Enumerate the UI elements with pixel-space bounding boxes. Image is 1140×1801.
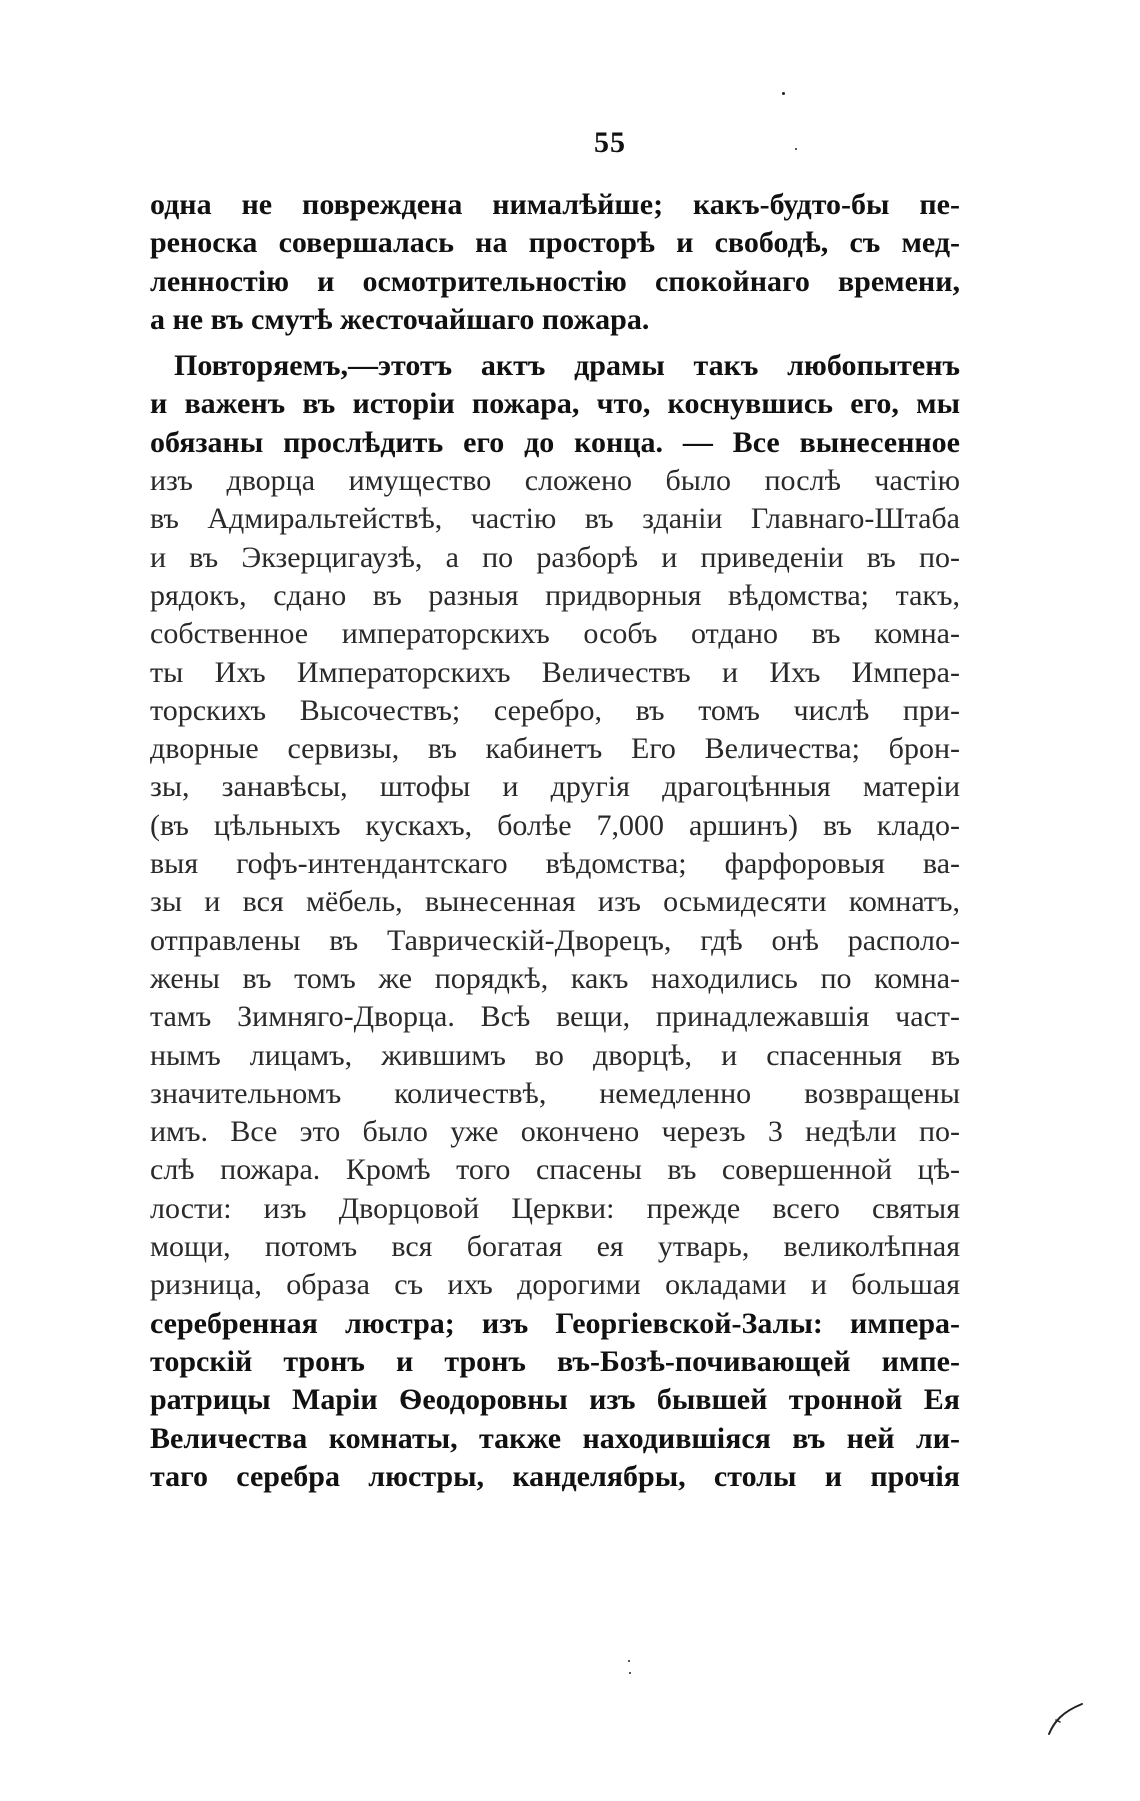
text-line: ленностію и осмотрительностію спокойнаго времени, — [150, 264, 960, 298]
text-line: дворные сервизы, въ кабинетъ Его Величества; брон- — [150, 732, 960, 766]
text-line: торскій тронъ и тронъ въ-Бозѣ-почивающей импе- — [150, 1344, 960, 1378]
scan-speck — [795, 148, 797, 150]
text-line: тамъ Зимняго-Дворца. Всѣ вещи, принадлежавшія част- — [150, 1000, 960, 1034]
text-line: слѣ пожара. Кромѣ того спасены въ совершенной цѣ- — [150, 1153, 960, 1187]
text-line: серебренная люстра; изъ Георгіевской-Залы: импера- — [150, 1306, 960, 1340]
text-line: и важенъ въ исторіи пожара, что, коснувшись его, мы — [150, 387, 960, 421]
text-line: имъ. Все это было уже окончено черезъ 3 недѣли по- — [150, 1115, 960, 1149]
text-line: Повторяемъ,—этотъ актъ драмы такъ любопытенъ — [174, 349, 960, 383]
text-line: таго серебра люстры, канделябры, столы и прочія — [150, 1459, 960, 1493]
text-line: изъ дворца имущество сложено было послѣ частію — [150, 464, 960, 498]
pen-mark — [1046, 1700, 1086, 1736]
scan-speck — [628, 1660, 630, 1662]
text-line: въ Адмиральтействѣ, частію въ зданіи Главнаго-Штаба — [150, 502, 960, 536]
scan-speck — [782, 92, 785, 95]
body-text — [150, 186, 960, 1496]
text-line: Величества комнаты, также находившіяся въ ней ли- — [150, 1421, 960, 1455]
text-line: реноска совершалась на просторѣ и свободѣ, съ мед- — [150, 226, 960, 260]
page-number: 55 — [594, 126, 626, 159]
text-line: ризница, образа съ ихъ дорогими окладами и большая — [150, 1268, 960, 1302]
text-line: и въ Экзерцигаузѣ, а по разборѣ и приведеніи въ по- — [150, 540, 960, 574]
text-line: собственное императорскихъ особъ отдано въ комна- — [150, 617, 960, 651]
text-line: торскихъ Высочествъ; серебро, въ томъ числѣ при- — [150, 693, 960, 727]
text-line: выя гофъ-интендантскаго вѣдомства; фарфоровыя ва- — [150, 847, 960, 881]
scan-speck — [629, 1672, 631, 1674]
text-line: жены въ томъ же порядкѣ, какъ находились по комна- — [150, 961, 960, 995]
text-line: ты Ихъ Императорскихъ Величествъ и Ихъ Импера- — [150, 655, 960, 689]
text-line: нымъ лицамъ, жившимъ во дворцѣ, и спасенныя въ — [150, 1038, 960, 1072]
text-line: мощи, потомъ вся богатая ея утварь, великолѣпная — [150, 1230, 960, 1264]
text-line: отправлены въ Таврическій-Дворецъ, гдѣ онѣ располо- — [150, 923, 960, 957]
text-line: одна не повреждена нималѣйше; какъ-будто-бы пе- — [150, 188, 960, 221]
text-line: обязаны прослѣдить его до конца. — Все вынесенное — [150, 425, 960, 459]
text-line: зы и вся мёбель, вынесенная изъ осьмидесяти комнатъ, — [150, 885, 960, 919]
text-line: лости: изъ Дворцовой Церкви: прежде всего святыя — [150, 1191, 960, 1225]
text-line: рядокъ, сдано въ разныя придворныя вѣдомства; такъ, — [150, 578, 960, 612]
text-line: зы, занавѣсы, штофы и другія драгоцѣнныя матеріи — [150, 770, 960, 804]
text-line: (въ цѣльныхъ кускахъ, болѣе 7,000 аршинъ) въ кладо- — [150, 808, 960, 842]
text-line: а не въ смутѣ жесточайшаго пожара. — [150, 302, 650, 336]
text-line: ратрицы Маріи Ѳеодоровны изъ бывшей тронной Ея — [150, 1383, 960, 1417]
text-line: значительномъ количествѣ, немедленно возвращены — [150, 1076, 960, 1110]
